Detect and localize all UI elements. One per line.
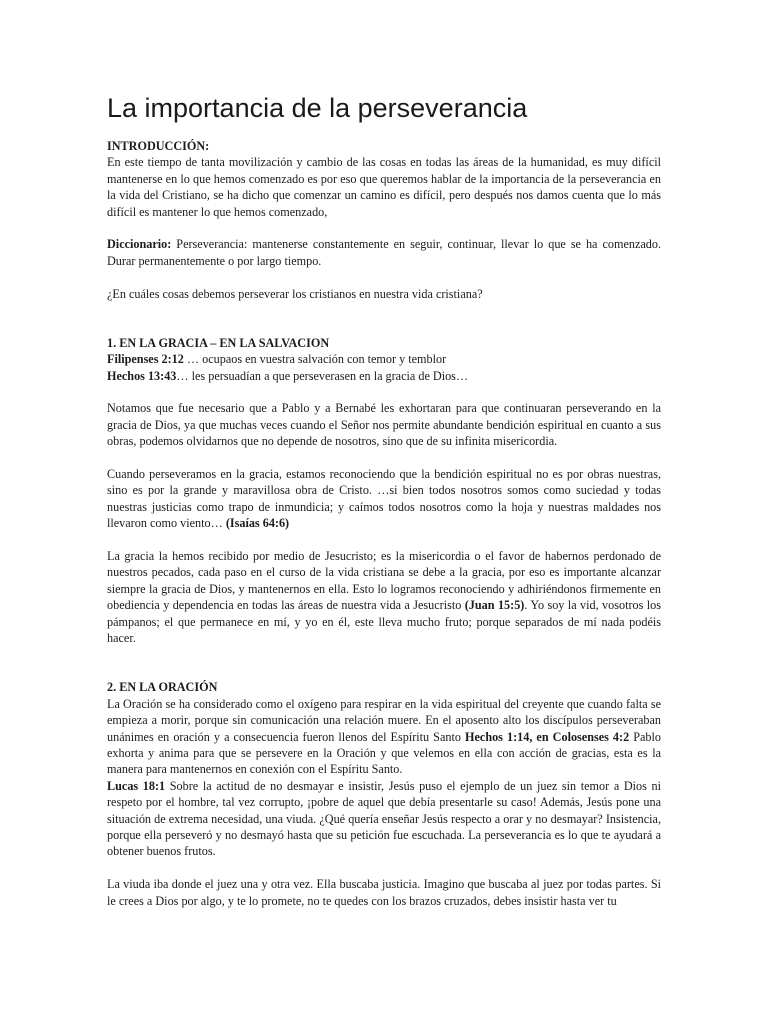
section2-paragraph-2-text: Sobre la actitud de no desmayar e insistir, Jesús puso el ejemplo de un juez sin temor a Dios ni respeto por el hombre, tal vez corrupto, ¡pobre de aquel que debía presentarle su caso! Además, Jesús pone una situación de extrema necesidad, una viuda. ¿Qué quería enseñar Jesús respecto a orar y no desmayar? Insistencia, porque ella perseveró y no desmayó hasta que su petición fue escuchada. La perseverancia es lo que te ayudará a obtener buenos frutos. xyxy=(107,778,661,859)
section2-paragraph-2 xyxy=(107,778,661,860)
intro-question: ¿En cuáles cosas debemos perseverar los cristianos en nuestra vida cristiana? xyxy=(107,286,483,301)
section2-paragraph-2-ref: Lucas 18:1 xyxy=(107,778,166,793)
section2-paragraph-1-text-b: Pablo exhorta y anima para que se persevere en la Oración y que velemos en ella con acción de gracias, esta es la manera para mantenernos en conexión con el Espíritu Santo. xyxy=(107,729,662,777)
section1-paragraph-2-ref: (Isaías 64:6) xyxy=(225,516,290,531)
section1-paragraph-3 xyxy=(107,548,661,646)
verse-text-filipenses: … ocupaos en vuestra salvación con temor y temblor xyxy=(183,352,447,367)
section-gap xyxy=(107,647,661,680)
section1-paragraph-3-text-a: La gracia la hemos recibido por medio de Jesucristo; es la misericordia o el favor de habernos perdonado de nuestros pecados, cada paso en el curso de la vida cristiana se debe a la gracia, por eso es importante alcanzar siempre la gracia de Dios, y mantenernos en ella. Esto lo logramos reconociendo y adhiriéndonos firmemente en obediencia y dependencia en todas las áreas de nuestra vida a Jesucristo xyxy=(107,549,661,613)
dictionary-text: Perseverancia: mantenerse constantemente en seguir, continuar, llevar lo que se ha comenzado. Durar permanentemente o por largo tiempo. xyxy=(107,237,661,268)
section1-paragraph-2 xyxy=(107,466,661,532)
section1-paragraph-3-text-b: . Yo soy la vid, vosotros los pámpanos; el que permanece en mí, y yo en él, este lleva mucho fruto; porque separados de mí nada podéis hacer. xyxy=(107,598,661,646)
dictionary-label: Diccionario: xyxy=(107,237,172,252)
document-body xyxy=(107,138,661,909)
verse-text-hechos: … les persuadían a que perseverasen en la gracia de Dios… xyxy=(176,368,469,383)
verse-ref-filipenses: Filipenses 2:12 xyxy=(107,352,184,367)
section1-heading: 1. EN LA GRACIA – EN LA SALVACION xyxy=(107,335,330,350)
section-gap xyxy=(107,302,661,335)
section1-paragraph-3-ref: (Juan 15:5) xyxy=(464,598,525,613)
section1-paragraph-2-text: Cuando perseveramos en la gracia, estamos reconociendo que la bendición espiritual no es por obras nuestras, sino es por la grande y maravillosa obra de Cristo. …si bien todos nosotros somos como suciedad y todas nuestras justicias como trapo de inmundicia; y caímos todos nosotros como la hoja y nuestras maldades nos llevaron como viento… xyxy=(107,467,661,531)
verse-line-filipenses xyxy=(107,351,661,367)
document-title: La importancia de la perseverancia xyxy=(107,93,528,123)
dictionary-paragraph xyxy=(107,236,661,269)
section2-heading: 2. EN LA ORACIÓN xyxy=(107,680,218,695)
intro-paragraph: En este tiempo de tanta movilización y cambio de las cosas en todas las áreas de la humanidad, es muy difícil mantenerse en lo que hemos comenzado es por eso que queremos hablar de la importancia de la perseverancia en la vida del Cristiano, se ha dicho que comenzar un camino es difícil, pero después nos damos cuenta que lo más difícil es mantener lo que hemos comenzado, xyxy=(107,155,661,219)
verse-ref-hechos: Hechos 13:43 xyxy=(107,368,177,383)
section1-paragraph-1: Notamos que fue necesario que a Pablo y a Bernabé les exhortaran para que continuaran perseverando en la gracia de Dios, ya que muchas veces cuando el Señor nos permite abundante bendición espiritual en cuanto a sus obras, podemos olvidarnos que no depende de nosotros, sino que de su infinita misericordia. xyxy=(107,401,661,449)
intro-heading: INTRODUCCIÓN: xyxy=(107,139,210,153)
verse-line-hechos xyxy=(107,368,661,384)
section2-paragraph-1-ref: Hechos 1:14, en Colosenses 4:2 xyxy=(465,729,630,744)
section2-paragraph-1 xyxy=(107,696,661,778)
section2-paragraph-1-text-a: La Oración se ha considerado como el oxígeno para respirar en la vida espiritual del creyente que cuando falta se empieza a morir, porque sin comunicación una relación muere. En el aposento alto los discípulos perseveraban unánimes en oración y a consecuencia fueron llenos del Espíritu Santo xyxy=(107,696,661,744)
section2-paragraph-3: La viuda iba donde el juez una y otra vez. Ella buscaba justicia. Imagino que buscaba al juez por todas partes. Si le crees a Dios por algo, y te lo promete, no te quedes con los brazos cruzados, debes insistir hasta ver tu xyxy=(107,877,661,908)
